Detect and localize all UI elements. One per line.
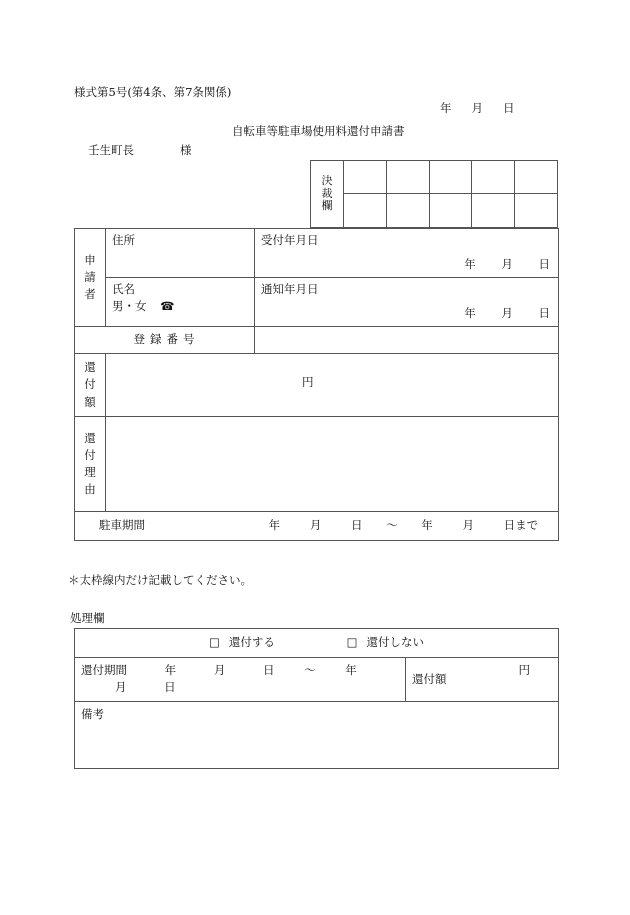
receipt-day-unit: 日 bbox=[538, 256, 550, 271]
registration-number-value[interactable] bbox=[255, 327, 559, 354]
gender-label: 男・女 bbox=[112, 299, 147, 314]
address-field[interactable] bbox=[106, 229, 255, 278]
remarks-field[interactable] bbox=[75, 701, 559, 768]
parking-end-year: 年 bbox=[421, 518, 433, 533]
approval-label-char-1: 決 bbox=[321, 174, 333, 188]
date-month-unit: 月 bbox=[471, 101, 483, 115]
applicant-vertical-label bbox=[75, 229, 106, 327]
approval-label bbox=[311, 161, 344, 228]
notice-year-unit: 年 bbox=[464, 305, 476, 320]
parking-end-day: 日まで bbox=[503, 518, 539, 533]
gender-row[interactable] bbox=[112, 298, 248, 315]
document-date-line bbox=[440, 100, 515, 116]
approval-cell[interactable] bbox=[472, 161, 515, 194]
addressee-honorific: 様 bbox=[180, 143, 192, 157]
table-row-parking-period bbox=[75, 512, 559, 541]
refund-end-month: 月 bbox=[115, 680, 127, 695]
date-day-unit: 日 bbox=[503, 101, 515, 115]
registration-number-label: 登録番号 bbox=[75, 327, 255, 354]
parking-period-separator: ～ bbox=[386, 518, 398, 533]
refund-end-day: 日 bbox=[164, 680, 176, 695]
decision-options-inner bbox=[175, 634, 458, 651]
table-row-address bbox=[75, 229, 559, 278]
refund-period-field[interactable] bbox=[75, 658, 406, 702]
table-row-refund-amount bbox=[75, 354, 559, 417]
refund-reason-label-char-4: 由 bbox=[84, 482, 96, 497]
table-row-registration bbox=[75, 327, 559, 354]
date-year-unit: 年 bbox=[440, 101, 452, 115]
application-table bbox=[74, 228, 559, 541]
parking-end-month: 月 bbox=[462, 518, 474, 533]
refund-period-label: 還付期間 bbox=[81, 663, 127, 677]
table-row-remarks bbox=[75, 701, 559, 768]
parking-period-label: 駐車期間 bbox=[99, 518, 145, 533]
approval-label-char-3: 欄 bbox=[321, 199, 333, 213]
refund-reason-value[interactable] bbox=[106, 417, 559, 512]
processing-refund-amount-unit: 円 bbox=[518, 663, 530, 677]
refund-yes-option[interactable] bbox=[175, 635, 313, 649]
refund-amount-unit: 円 bbox=[302, 375, 314, 389]
notice-day-unit: 日 bbox=[538, 305, 550, 320]
refund-start-month: 月 bbox=[213, 663, 226, 677]
approval-cell[interactable] bbox=[344, 194, 387, 228]
remarks-label: 備考 bbox=[81, 706, 104, 721]
approval-cell[interactable] bbox=[429, 161, 472, 194]
refund-amount-label-char-3: 額 bbox=[84, 394, 96, 409]
table-row-name bbox=[75, 278, 559, 327]
notice-month-unit: 月 bbox=[501, 305, 513, 320]
address-label: 住所 bbox=[112, 233, 135, 247]
table-row-refund-period bbox=[75, 658, 559, 702]
refund-start-day: 日 bbox=[262, 663, 275, 677]
parking-start-day: 日 bbox=[350, 518, 363, 533]
refund-reason-vertical-label bbox=[75, 417, 106, 512]
refund-period-separator: ～ bbox=[304, 663, 316, 677]
telephone-icon: ☎ bbox=[160, 299, 175, 314]
name-label: 氏名 bbox=[112, 282, 135, 296]
note-text: ＊太枠線内だけ記載してください。 bbox=[68, 573, 252, 587]
receipt-month-unit: 月 bbox=[501, 256, 513, 271]
receipt-date-field[interactable] bbox=[255, 229, 559, 278]
receipt-year-unit: 年 bbox=[464, 256, 476, 271]
page-title: 自転車等駐車場使用料還付申請書 bbox=[232, 124, 405, 138]
notice-date-units bbox=[442, 305, 550, 322]
approval-cell[interactable] bbox=[386, 194, 429, 228]
refund-no-label: 還付しない bbox=[366, 635, 424, 650]
receipt-date-units bbox=[442, 256, 550, 273]
checkbox-icon[interactable]: □ bbox=[209, 635, 220, 650]
applicant-label-char-2: 請 bbox=[84, 269, 96, 284]
applicant-label-char-1: 申 bbox=[84, 252, 96, 267]
name-field[interactable] bbox=[106, 278, 255, 327]
approval-label-char-2: 裁 bbox=[321, 186, 333, 200]
refund-yes-label: 還付する bbox=[228, 635, 275, 650]
refund-reason-label-char-3: 理 bbox=[84, 465, 96, 479]
processing-refund-amount-label: 還付額 bbox=[412, 671, 447, 686]
approval-cell[interactable] bbox=[429, 194, 472, 228]
refund-start-year: 年 bbox=[164, 663, 177, 677]
approval-cell[interactable] bbox=[344, 161, 387, 194]
refund-amount-value[interactable] bbox=[106, 354, 559, 417]
receipt-date-label: 受付年月日 bbox=[261, 233, 319, 247]
parking-period-inner bbox=[99, 517, 538, 534]
approval-row bbox=[311, 194, 558, 228]
addressee: 壬生町長 bbox=[88, 143, 134, 157]
processing-refund-amount-field[interactable] bbox=[406, 658, 559, 702]
refund-amount-vertical-label bbox=[75, 354, 106, 417]
refund-reason-label-char-1: 還 bbox=[84, 430, 96, 445]
refund-reason-label-char-2: 付 bbox=[84, 447, 96, 462]
parking-start-month: 月 bbox=[309, 518, 322, 533]
approval-row bbox=[311, 161, 558, 194]
parking-period-field[interactable] bbox=[75, 512, 559, 541]
approval-table bbox=[310, 160, 558, 228]
processing-table bbox=[74, 628, 559, 769]
form-number: 様式第5号(第4条、第7条関係) bbox=[74, 85, 232, 99]
approval-cell[interactable] bbox=[515, 161, 558, 194]
notice-date-label: 通知年月日 bbox=[261, 282, 319, 296]
refund-amount-label-char-2: 付 bbox=[84, 377, 96, 392]
table-row-decision bbox=[75, 629, 559, 658]
decision-options bbox=[75, 629, 559, 658]
refund-no-option[interactable] bbox=[313, 635, 458, 649]
checkbox-icon[interactable]: □ bbox=[346, 635, 358, 650]
approval-cell[interactable] bbox=[472, 194, 515, 228]
table-row-refund-reason bbox=[75, 417, 559, 512]
processing-section-label: 処理欄 bbox=[70, 611, 105, 625]
refund-end-year: 年 bbox=[345, 663, 357, 677]
parking-start-year: 年 bbox=[268, 518, 281, 533]
approval-cell[interactable] bbox=[386, 161, 429, 194]
notice-date-field[interactable] bbox=[255, 278, 559, 327]
approval-cell[interactable] bbox=[515, 194, 558, 228]
applicant-label-char-3: 者 bbox=[84, 287, 96, 302]
refund-amount-label-char-1: 還 bbox=[84, 360, 96, 375]
